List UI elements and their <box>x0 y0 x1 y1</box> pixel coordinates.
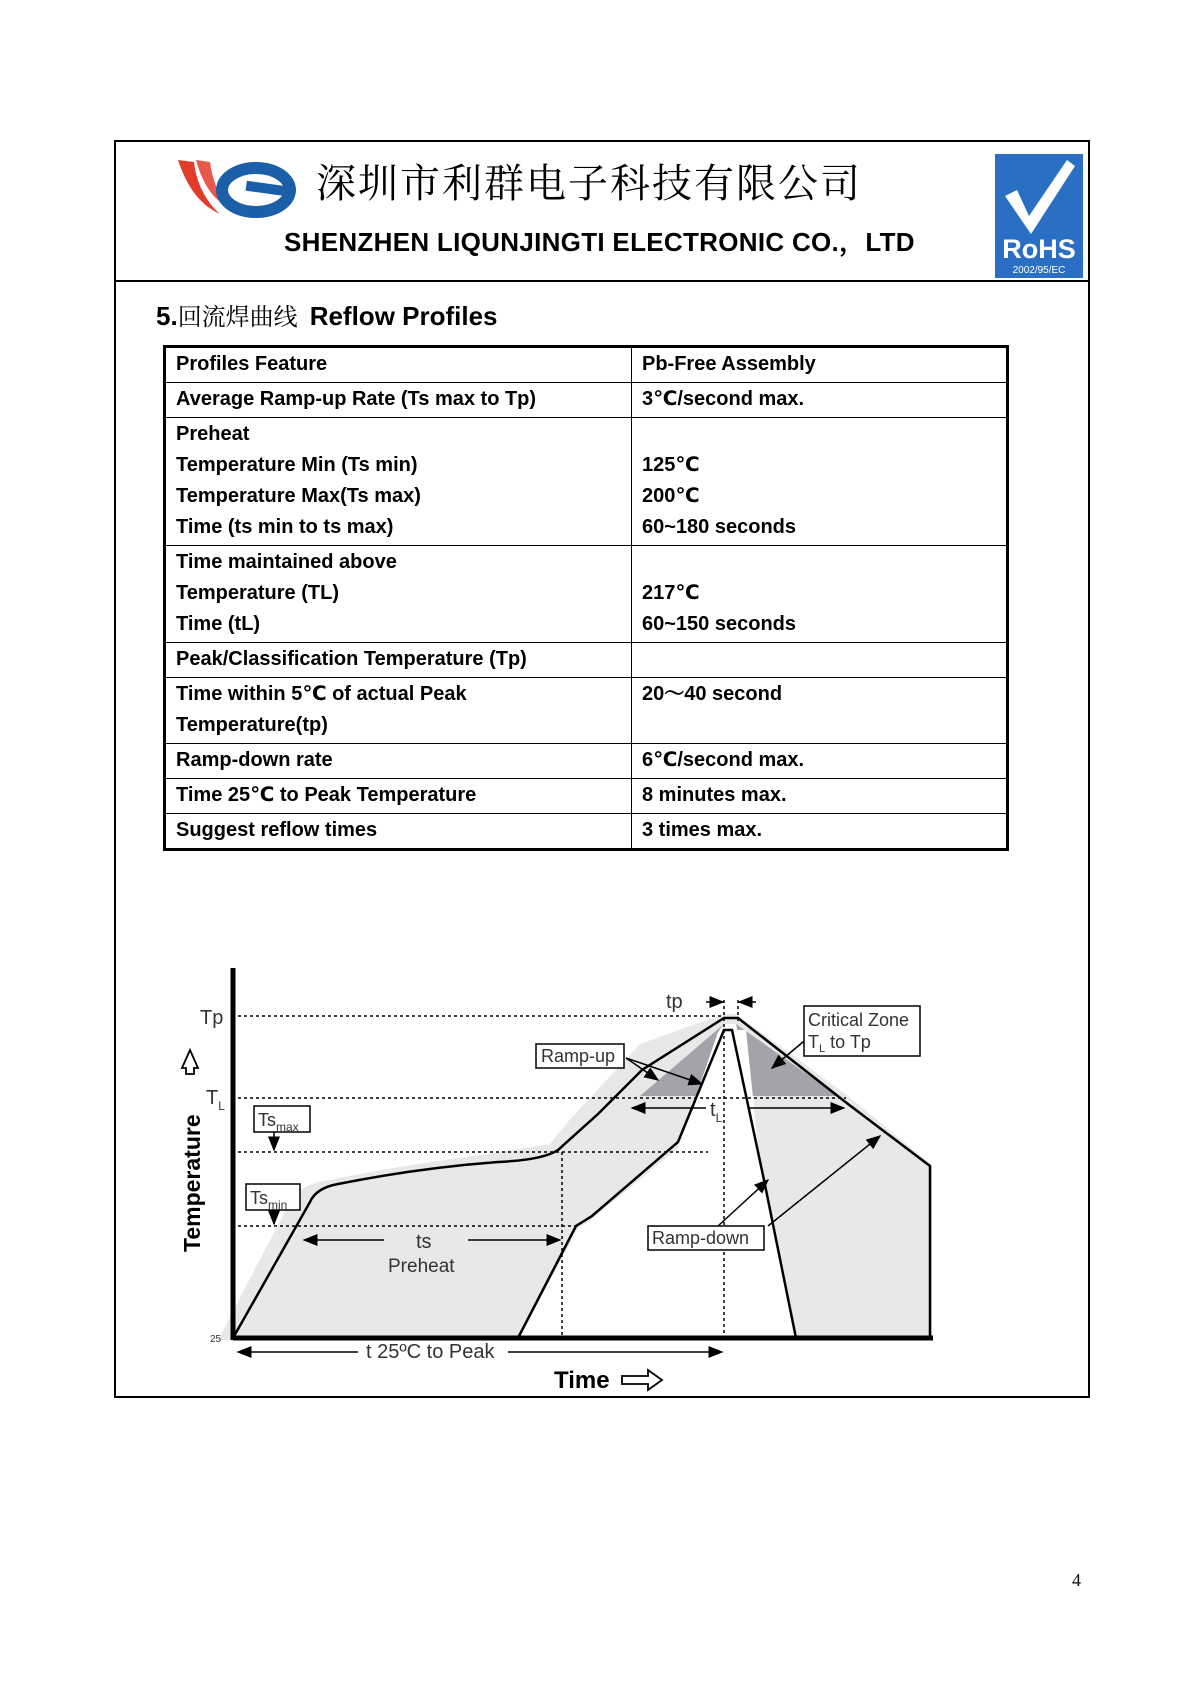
label-ramp-down: Ramp-down <box>652 1228 750 1248</box>
label-tl-time: $t_L$ <box>710 1099 723 1125</box>
feature-line: Profiles Feature <box>176 353 328 375</box>
table-row <box>165 678 1008 744</box>
value-cell <box>632 546 1008 643</box>
x-axis-label: Time <box>554 1367 610 1394</box>
label-preheat: Preheat <box>388 1256 455 1277</box>
table-row <box>165 744 1008 779</box>
table-row <box>165 546 1008 643</box>
table-row <box>165 779 1008 814</box>
feature-line: Time maintained above <box>176 551 397 573</box>
value-line: 3 times max. <box>642 819 763 841</box>
value-line: 217℃ <box>642 582 700 604</box>
company-name-cn: 深圳市利群电子科技有限公司 <box>316 161 862 207</box>
page-frame <box>114 140 1090 1398</box>
label-tp: Tp <box>200 1007 224 1029</box>
label-25: 25 <box>210 1334 222 1345</box>
value-line <box>642 710 996 741</box>
y-axis-arrow-icon <box>182 1050 198 1074</box>
value-cell <box>632 744 1008 779</box>
label-t25-to-peak: t 25ºC to Peak <box>366 1341 495 1363</box>
value-line: 200℃ <box>642 485 700 507</box>
value-line <box>642 547 996 578</box>
company-name-en: SHENZHEN LIQUNJINGTI ELECTRONIC CO.，LTD <box>284 227 915 257</box>
feature-line: Temperature (TL) <box>176 582 339 604</box>
value-cell <box>632 779 1008 814</box>
table-row <box>165 383 1008 418</box>
feature-cell <box>165 347 632 383</box>
feature-cell <box>165 643 632 678</box>
feature-cell <box>165 678 632 744</box>
value-cell <box>632 814 1008 850</box>
label-tp-time: tp <box>666 991 683 1013</box>
feature-cell <box>165 779 632 814</box>
feature-line: Temperature(tp) <box>176 714 328 736</box>
value-line: 60~180 seconds <box>642 516 796 538</box>
rohs-label: RoHS <box>1002 234 1076 264</box>
value-line <box>642 419 996 450</box>
value-line: 20～40 second <box>642 683 783 705</box>
feature-line: Time within 5℃ of actual Peak <box>176 683 467 705</box>
reflow-profile-diagram <box>158 880 1058 1394</box>
x-axis-arrow-icon <box>622 1370 662 1390</box>
label-tsmax: $Ts_{max}$ <box>258 1110 299 1134</box>
section-title-cn: 回流焊曲线 <box>177 303 298 331</box>
value-cell <box>632 418 1008 546</box>
value-line: Pb-Free Assembly <box>642 353 816 375</box>
label-critical-zone: Critical Zone <box>808 1010 910 1030</box>
label-ts: ts <box>416 1231 432 1253</box>
reflow-profile-table <box>163 345 1009 851</box>
value-line: 125℃ <box>642 454 700 476</box>
header <box>116 142 1088 282</box>
value-cell <box>632 347 1008 383</box>
feature-cell <box>165 546 632 643</box>
feature-line: Peak/Classification Temperature (Tp) <box>176 648 527 670</box>
feature-cell <box>165 814 632 850</box>
section-title-en: Reflow Profiles <box>309 301 498 331</box>
feature-cell <box>165 418 632 546</box>
y-axis-label: Temperature <box>179 1114 205 1252</box>
feature-line: Time (tL) <box>176 613 261 635</box>
feature-line: Suggest reflow times <box>176 819 378 841</box>
lq-logo-icon <box>176 154 302 222</box>
section-title <box>156 297 498 332</box>
label-tsmin: $Ts_{min}$ <box>250 1188 288 1212</box>
feature-cell <box>165 744 632 779</box>
value-line: 8 minutes max. <box>642 784 787 806</box>
value-cell <box>632 643 1008 678</box>
label-critical-zone-range: $T_L$ to Tp <box>808 1032 871 1055</box>
feature-line: Preheat <box>176 423 250 445</box>
label-tl: $T_L$ <box>206 1087 225 1113</box>
feature-line: Temperature Max(Ts max) <box>176 485 421 507</box>
section-number: 5. <box>156 301 178 331</box>
feature-cell <box>165 383 632 418</box>
value-line <box>642 644 996 675</box>
value-cell <box>632 678 1008 744</box>
value-line: 3℃/second max. <box>642 388 805 410</box>
value-cell <box>632 383 1008 418</box>
value-line: 6℃/second max. <box>642 749 805 771</box>
table-row <box>165 814 1008 850</box>
rohs-sub: 2002/95/EC <box>1012 265 1066 276</box>
table-row <box>165 347 1008 383</box>
feature-line: Time 25℃ to Peak Temperature <box>176 784 477 806</box>
table-row <box>165 643 1008 678</box>
feature-line: Average Ramp-up Rate (Ts max to Tp) <box>176 388 537 410</box>
rohs-badge <box>995 154 1083 278</box>
feature-line: Time (ts min to ts max) <box>176 516 394 538</box>
table-row <box>165 418 1008 546</box>
label-ramp-up: Ramp-up <box>541 1046 616 1066</box>
page-number: 4 <box>1072 1570 1081 1590</box>
feature-line: Ramp-down rate <box>176 749 333 771</box>
value-line: 60~150 seconds <box>642 613 796 635</box>
feature-line: Temperature Min (Ts min) <box>176 454 418 476</box>
